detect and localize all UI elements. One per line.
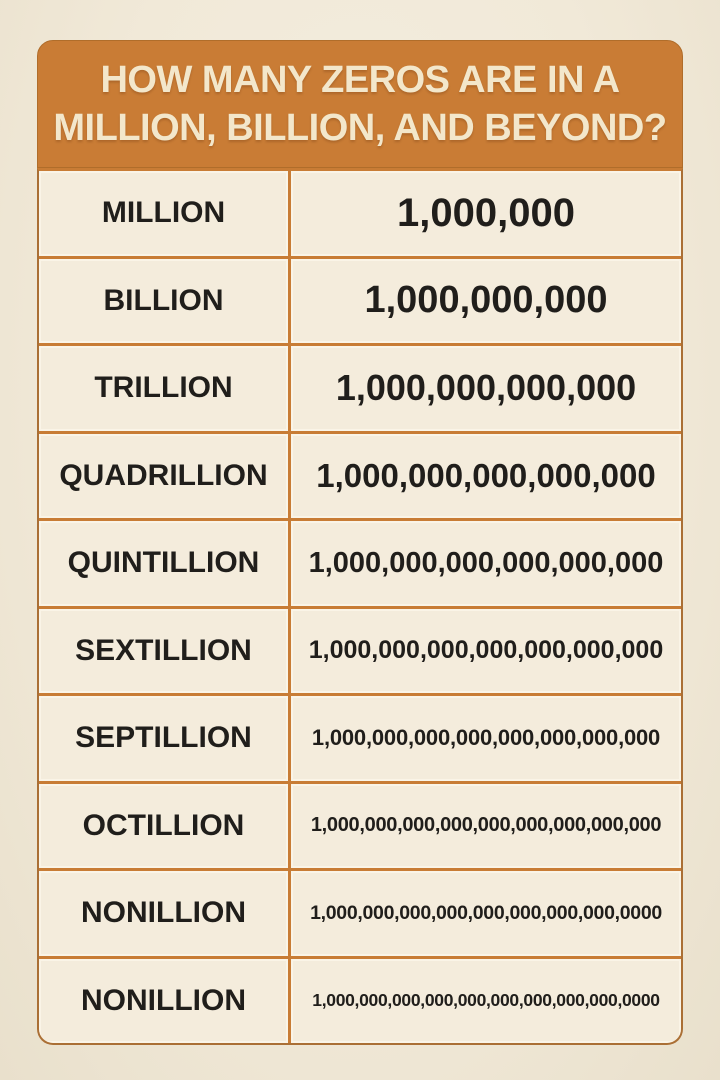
number-name: OCTILLION [39, 784, 291, 869]
number-name: SEXTILLION [39, 609, 291, 694]
number-name: SEPTILLION [39, 696, 291, 781]
number-name: BILLION [39, 259, 291, 344]
number-name: NONILLION [39, 871, 291, 956]
number-value: 1,000,000,000,000,000,000 [291, 521, 681, 606]
table-row [39, 868, 681, 956]
number-name: NONILLION [39, 959, 291, 1044]
title-line-2: MILLION, BILLION, AND BEYOND? [53, 107, 667, 149]
table-row [39, 256, 681, 344]
number-name: QUINTILLION [39, 521, 291, 606]
page-title [37, 40, 683, 168]
number-value: 1,000,000,000,000,000,000,000 [291, 609, 681, 694]
number-value: 1,000,000,000,000 [291, 346, 681, 431]
table-row [39, 956, 681, 1044]
number-name: TRILLION [39, 346, 291, 431]
table-row [39, 781, 681, 869]
table-row [39, 693, 681, 781]
number-value: 1,000,000,000,000,000,000,000,000,000,0000 [291, 959, 681, 1044]
number-value: 1,000,000,000,000,000,000,000,000 [291, 696, 681, 781]
number-value: 1,000,000 [291, 171, 681, 256]
number-value: 1,000,000,000 [291, 259, 681, 344]
table-row [39, 431, 681, 519]
number-value: 1,000,000,000,000,000,000,000,000,0000 [291, 871, 681, 956]
table-row [39, 606, 681, 694]
number-value: 1,000,000,000,000,000,000,000,000,000 [291, 784, 681, 869]
table-row [39, 518, 681, 606]
table-row [39, 343, 681, 431]
number-name: QUADRILLION [39, 434, 291, 519]
title-line-1: HOW MANY ZEROS ARE IN A [100, 59, 620, 101]
zeros-table [37, 168, 683, 1045]
number-name: MILLION [39, 171, 291, 256]
number-value: 1,000,000,000,000,000 [291, 434, 681, 519]
table-row [39, 171, 681, 256]
